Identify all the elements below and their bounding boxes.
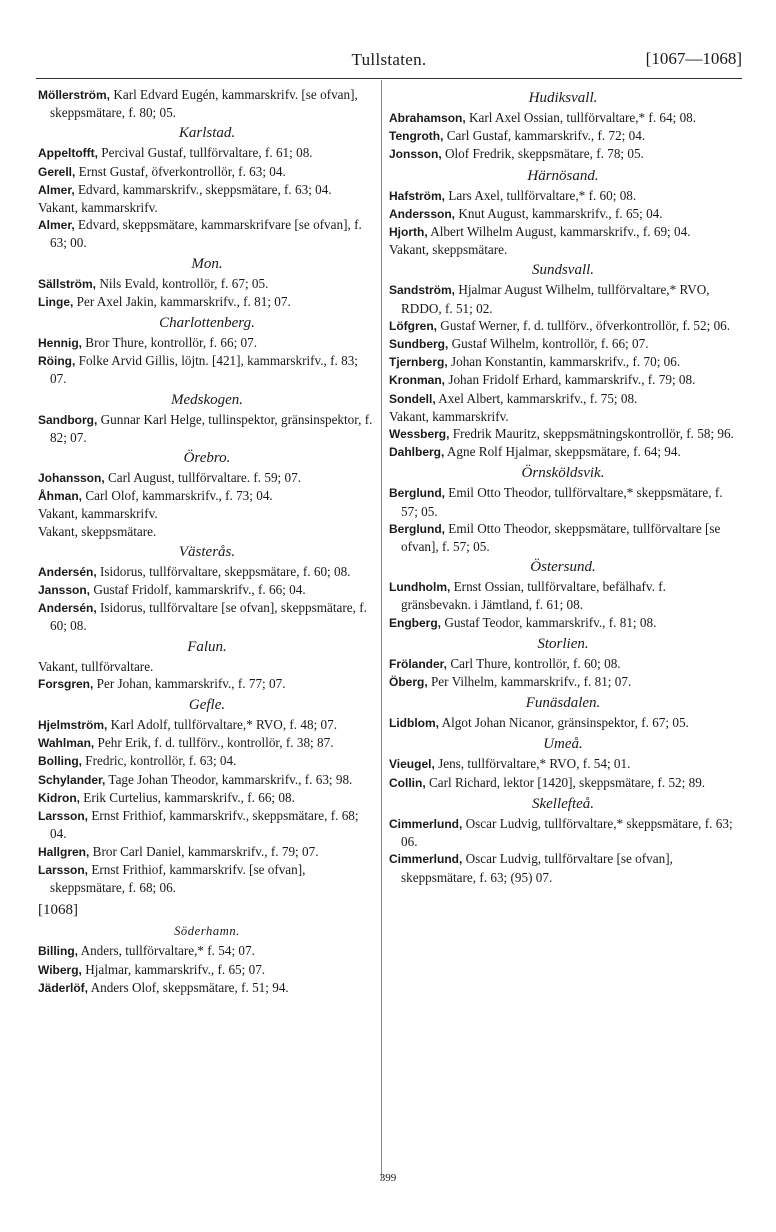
entry-surname: Kidron, bbox=[38, 790, 80, 805]
directory-entry bbox=[38, 86, 376, 121]
entry-details: Carl Richard, lektor [1420], skeppsmätare, f. 52; 89. bbox=[425, 774, 706, 790]
entry-details: Algot Johan Nicanor, gränsinspektor, f. 67; 05. bbox=[439, 715, 689, 731]
left-column bbox=[38, 86, 376, 997]
directory-entry bbox=[389, 317, 737, 335]
entry-details: Knut August, kammarskrifv., f. 65; 04. bbox=[455, 205, 663, 221]
section-heading: Västerås. bbox=[178, 543, 236, 560]
entry-surname: Billing, bbox=[38, 944, 78, 959]
entry-surname: Kronman, bbox=[389, 373, 446, 388]
entry-surname: Forsgren, bbox=[38, 676, 94, 691]
section-heading: Gefle. bbox=[188, 697, 226, 714]
entry-details: Jens, tullförvaltare,* RVO, f. 54; 01. bbox=[434, 756, 631, 772]
entry-surname: Wessberg, bbox=[389, 427, 450, 442]
entry-surname: Hjorth, bbox=[389, 225, 428, 240]
section-heading: Hudiksvall. bbox=[528, 90, 598, 106]
entry-details: Karl Edvard Eugén, kammarskrifv. [se ofvan], skeppsmätare, f. 80; 05. bbox=[50, 87, 358, 121]
entry-details: Folke Arvid Gillis, löjtn. [421], kammarskrifv., f. 83; 07. bbox=[50, 353, 358, 387]
entry-surname: Wahlman, bbox=[38, 736, 95, 751]
directory-entry bbox=[38, 293, 376, 311]
directory-entry bbox=[38, 216, 376, 251]
entry-surname: Larsson, bbox=[38, 809, 89, 824]
directory-entry bbox=[389, 223, 737, 241]
section-heading: Funäsdalen. bbox=[525, 695, 601, 712]
entry-details: Vakant, kammarskrifv. bbox=[389, 408, 509, 424]
entry-surname: Cimmerlund, bbox=[389, 852, 463, 867]
section-heading: Karlstad. bbox=[178, 125, 236, 142]
column-divider bbox=[381, 80, 382, 1180]
directory-entry bbox=[38, 752, 376, 770]
entry-details: Hjalmar, kammarskrifv., f. 65; 07. bbox=[81, 961, 266, 977]
entry-surname: Sandström, bbox=[389, 283, 456, 298]
entry-details: Tage Johan Theodor, kammarskrifv., f. 63; 98. bbox=[105, 771, 353, 787]
directory-entry bbox=[38, 411, 376, 446]
entry-surname: Berglund, bbox=[389, 521, 445, 536]
entry-details: Bror Carl Daniel, kammarskrifv., f. 79; 07. bbox=[89, 843, 319, 859]
directory-entry bbox=[389, 774, 737, 792]
directory-entry bbox=[38, 716, 376, 734]
directory-entry bbox=[389, 127, 737, 145]
entry-details: Anders, tullförvaltare,* f. 54; 07. bbox=[78, 943, 255, 959]
directory-entry bbox=[38, 563, 376, 581]
entry-details: Lars Axel, tullförvaltare,* f. 60; 08. bbox=[445, 187, 637, 203]
directory-entry bbox=[38, 734, 376, 752]
entry-details: Gustaf Teodor, kammarskrifv., f. 81; 08. bbox=[441, 614, 657, 630]
entry-surname: Linge, bbox=[38, 294, 74, 309]
entry-surname: Almer, bbox=[38, 218, 75, 233]
directory-entry bbox=[38, 334, 376, 352]
entry-surname: Öberg, bbox=[389, 675, 428, 690]
entry-details: Isidorus, tullförvaltare [se ofvan], skeppsmätare, f. 60; 08. bbox=[50, 600, 367, 634]
entry-details: Ernst Frithiof, kammarskrifv., skeppsmätare, f. 68; 04. bbox=[50, 808, 359, 842]
directory-entry bbox=[389, 145, 737, 163]
directory-entry bbox=[389, 655, 737, 673]
directory-entry bbox=[389, 714, 737, 732]
directory-entry bbox=[38, 658, 376, 675]
section-heading: Söderhamn. bbox=[174, 924, 240, 939]
entry-surname: Frölander, bbox=[389, 656, 448, 671]
entry-details: Isidorus, tullförvaltare, skeppsmätare, f. 60; 08. bbox=[96, 563, 351, 579]
section-heading: Charlottenberg. bbox=[159, 315, 255, 332]
entry-surname: Schylander, bbox=[38, 772, 106, 787]
directory-entry bbox=[389, 109, 737, 127]
entry-surname: Tjernberg, bbox=[389, 355, 448, 370]
entry-surname: Almer, bbox=[38, 182, 75, 197]
entry-surname: Hallgren, bbox=[38, 844, 90, 859]
section-heading: Storlien. bbox=[537, 635, 589, 652]
entry-details: Gustaf Werner, f. d. tullförv., öfverkontrollör, f. 52; 06. bbox=[437, 317, 731, 333]
entry-surname: Sundberg, bbox=[389, 337, 449, 352]
directory-entry bbox=[389, 390, 737, 408]
entry-details: Hjalmar August Wilhelm, tullförvaltare,* RVO, RDDO, f. 51; 02. bbox=[401, 282, 710, 316]
entry-surname: Hafström, bbox=[389, 188, 446, 203]
page-reference: [1068] bbox=[38, 902, 78, 919]
entry-surname: Andersén, bbox=[38, 601, 97, 616]
directory-entry bbox=[38, 163, 376, 181]
directory-entry bbox=[389, 673, 737, 691]
entry-surname: Jonsson, bbox=[389, 147, 442, 162]
directory-entry bbox=[38, 581, 376, 599]
header-rule bbox=[36, 78, 742, 79]
directory-entry bbox=[38, 505, 376, 522]
entry-surname: Vieugel, bbox=[389, 757, 435, 772]
directory-entry bbox=[389, 578, 737, 613]
directory-entry bbox=[389, 335, 737, 353]
section-heading: Örnsköldsvik. bbox=[521, 465, 605, 482]
entry-details: Vakant, skeppsmätare. bbox=[38, 523, 157, 539]
entry-details: Ernst Frithiof, kammarskrifv. [se ofvan], skeppsmätare, f. 68; 06. bbox=[50, 861, 306, 895]
directory-entry bbox=[38, 979, 376, 997]
entry-surname: Hjelmström, bbox=[38, 718, 108, 733]
right-column bbox=[389, 86, 737, 886]
entry-details: Vakant, kammarskrifv. bbox=[38, 200, 158, 216]
entry-details: Vakant, kammarskrifv. bbox=[38, 506, 158, 522]
entry-surname: Jansson, bbox=[38, 583, 91, 598]
entry-surname: Collin, bbox=[389, 775, 426, 790]
entry-details: Nils Evald, kontrollör, f. 67; 05. bbox=[96, 275, 269, 291]
directory-entry bbox=[389, 205, 737, 223]
directory-entry bbox=[389, 815, 737, 850]
entry-details: Anders Olof, skeppsmätare, f. 51; 94. bbox=[88, 979, 289, 995]
entry-surname: Lidblom, bbox=[389, 716, 439, 731]
page-number: 399 bbox=[379, 1172, 397, 1184]
entry-details: Agne Rolf Hjalmar, skeppsmätare, f. 64; 94. bbox=[444, 444, 681, 460]
directory-entry bbox=[38, 487, 376, 505]
directory-entry bbox=[38, 199, 376, 216]
entry-details: Gustaf Wilhelm, kontrollör, f. 66; 07. bbox=[448, 336, 649, 352]
entry-details: Per Vilhelm, kammarskrifv., f. 81; 07. bbox=[427, 674, 632, 690]
entry-surname: Larsson, bbox=[38, 862, 89, 877]
entry-details: Johan Fridolf Erhard, kammarskrifv., f. 79; 08. bbox=[445, 372, 696, 388]
entry-surname: Johansson, bbox=[38, 471, 105, 486]
directory-entry bbox=[389, 443, 737, 461]
directory-entry bbox=[389, 520, 737, 555]
section-heading: Mon. bbox=[191, 255, 223, 272]
section-heading: Sundsvall. bbox=[531, 262, 595, 279]
directory-entry bbox=[38, 807, 376, 842]
directory-entry bbox=[38, 352, 376, 387]
entry-surname: Åhman, bbox=[38, 489, 83, 504]
entry-surname: Sandborg, bbox=[38, 412, 98, 427]
directory-entry bbox=[38, 469, 376, 487]
entry-surname: Löfgren, bbox=[389, 318, 437, 333]
entry-surname: Appeltofft, bbox=[38, 146, 98, 161]
entry-details: Bror Thure, kontrollör, f. 66; 07. bbox=[82, 335, 258, 351]
directory-entry bbox=[389, 425, 737, 443]
directory-entry bbox=[38, 599, 376, 634]
entry-details: Karl Adolf, tullförvaltare,* RVO, f. 48; 07. bbox=[107, 717, 338, 733]
entry-surname: Berglund, bbox=[389, 486, 445, 501]
section-heading: Härnösand. bbox=[527, 167, 599, 184]
directory-entry bbox=[38, 942, 376, 960]
entry-surname: Röing, bbox=[38, 354, 76, 369]
directory-entry bbox=[38, 275, 376, 293]
entry-surname: Sällström, bbox=[38, 276, 97, 291]
directory-entry bbox=[389, 353, 737, 371]
directory-entry bbox=[389, 755, 737, 773]
entry-details: Emil Otto Theodor, skeppsmätare, tullförvaltare [se ofvan], f. 57; 05. bbox=[401, 520, 721, 555]
entry-details: Percival Gustaf, tullförvaltare, f. 61; 08. bbox=[97, 145, 313, 161]
entry-details: Erik Curtelius, kammarskrifv., f. 66; 08. bbox=[80, 789, 295, 805]
directory-entry bbox=[38, 144, 376, 162]
entry-surname: Andersson, bbox=[389, 206, 456, 221]
entry-details: Carl Gustaf, kammarskrifv., f. 72; 04. bbox=[443, 128, 646, 144]
section-heading: Umeå. bbox=[543, 736, 583, 753]
directory-entry bbox=[38, 771, 376, 789]
section-heading: Falun. bbox=[187, 638, 227, 655]
directory-entry bbox=[38, 181, 376, 199]
running-title: Tullstaten. bbox=[351, 50, 427, 69]
directory-entry bbox=[389, 241, 737, 258]
entry-details: Pehr Erik, f. d. tullförv., kontrollör, f. 38; 87. bbox=[94, 735, 334, 751]
entry-surname: Bolling, bbox=[38, 754, 82, 769]
entry-surname: Andersén, bbox=[38, 564, 97, 579]
entry-details: Carl Olof, kammarskrifv., f. 73; 04. bbox=[82, 488, 273, 504]
entry-details: Albert Wilhelm August, kammarskrifv., f. 69; 04. bbox=[427, 224, 691, 240]
page-range: [1067—1068] bbox=[645, 49, 742, 68]
directory-entry bbox=[38, 861, 376, 896]
entry-surname: Lundholm, bbox=[389, 580, 451, 595]
entry-details: Ernst Gustaf, öfverkontrollör, f. 63; 04. bbox=[75, 163, 286, 179]
entry-details: Per Axel Jakin, kammarskrifv., f. 81; 07. bbox=[73, 293, 291, 309]
section-heading: Östersund. bbox=[530, 559, 596, 576]
entry-surname: Möllerström, bbox=[38, 88, 111, 102]
entry-details: Oscar Ludvig, tullförvaltare,* skeppsmätare, f. 63; 06. bbox=[401, 815, 733, 850]
page-header bbox=[36, 46, 742, 76]
section-heading: Medskogen. bbox=[170, 391, 244, 408]
entry-surname: Jäderlöf, bbox=[38, 980, 89, 995]
entry-details: Ernst Ossian, tullförvaltare, befälhafv. f. gränsbevakn. i Jämtland, f. 61; 08. bbox=[401, 579, 666, 613]
entry-details: Vakant, tullförvaltare. bbox=[38, 658, 154, 674]
entry-details: Fredric, kontrollör, f. 63; 04. bbox=[82, 753, 237, 769]
entry-details: Johan Konstantin, kammarskrifv., f. 70; 06. bbox=[447, 354, 681, 370]
section-heading: Skellefteå. bbox=[531, 795, 595, 812]
entry-details: Vakant, skeppsmätare. bbox=[389, 242, 508, 258]
entry-details: Karl Axel Ossian, tullförvaltare,* f. 64; 08. bbox=[465, 110, 697, 125]
directory-entry bbox=[38, 789, 376, 807]
directory-entry bbox=[389, 371, 737, 389]
entry-surname: Sondell, bbox=[389, 391, 436, 406]
entry-details: Axel Albert, kammarskrifv., f. 75; 08. bbox=[435, 390, 638, 406]
directory-entry bbox=[389, 281, 737, 316]
entry-surname: Dahlberg, bbox=[389, 445, 445, 460]
directory-entry bbox=[38, 961, 376, 979]
entry-details: Oscar Ludvig, tullförvaltare [se ofvan], skeppsmätare, f. 63; (95) 07. bbox=[401, 851, 673, 885]
entry-surname: Tengroth, bbox=[389, 129, 444, 144]
entry-surname: Gerell, bbox=[38, 164, 76, 179]
directory-entry bbox=[389, 187, 737, 205]
entry-details: Fredrik Mauritz, skeppsmätningskontrollör, f. 58; 96. bbox=[449, 426, 734, 442]
entry-surname: Abrahamson, bbox=[389, 111, 466, 125]
directory-entry bbox=[389, 408, 737, 425]
section-heading: Örebro. bbox=[183, 450, 231, 467]
entry-details: Edvard, kammarskrifv., skeppsmätare, f. 63; 04. bbox=[74, 181, 332, 197]
entry-details: Carl Thure, kontrollör, f. 60; 08. bbox=[447, 655, 621, 671]
entry-details: Edvard, skeppsmätare, kammarskrifvare [se ofvan], f. 63; 00. bbox=[50, 217, 362, 251]
entry-details: Per Johan, kammarskrifv., f. 77; 07. bbox=[93, 675, 286, 691]
directory-entry bbox=[38, 843, 376, 861]
directory-entry bbox=[389, 614, 737, 632]
entry-surname: Cimmerlund, bbox=[389, 816, 463, 831]
entry-surname: Hennig, bbox=[38, 336, 82, 351]
entry-surname: Wiberg, bbox=[38, 962, 82, 977]
entry-details: Gustaf Fridolf, kammarskrifv., f. 66; 04. bbox=[90, 582, 306, 598]
entry-details: Gunnar Karl Helge, tullinspektor, gränsinspektor, f. 82; 07. bbox=[50, 411, 373, 445]
directory-entry bbox=[38, 523, 376, 540]
directory-entry bbox=[38, 675, 376, 693]
entry-details: Emil Otto Theodor, tullförvaltare,* skeppsmätare, f. 57; 05. bbox=[401, 485, 723, 519]
entry-surname: Engberg, bbox=[389, 615, 442, 630]
directory-entry bbox=[389, 850, 737, 885]
directory-entry bbox=[389, 484, 737, 519]
entry-details: Carl August, tullförvaltare. f. 59; 07. bbox=[104, 470, 301, 486]
entry-details: Olof Fredrik, skeppsmätare, f. 78; 05. bbox=[441, 146, 644, 162]
